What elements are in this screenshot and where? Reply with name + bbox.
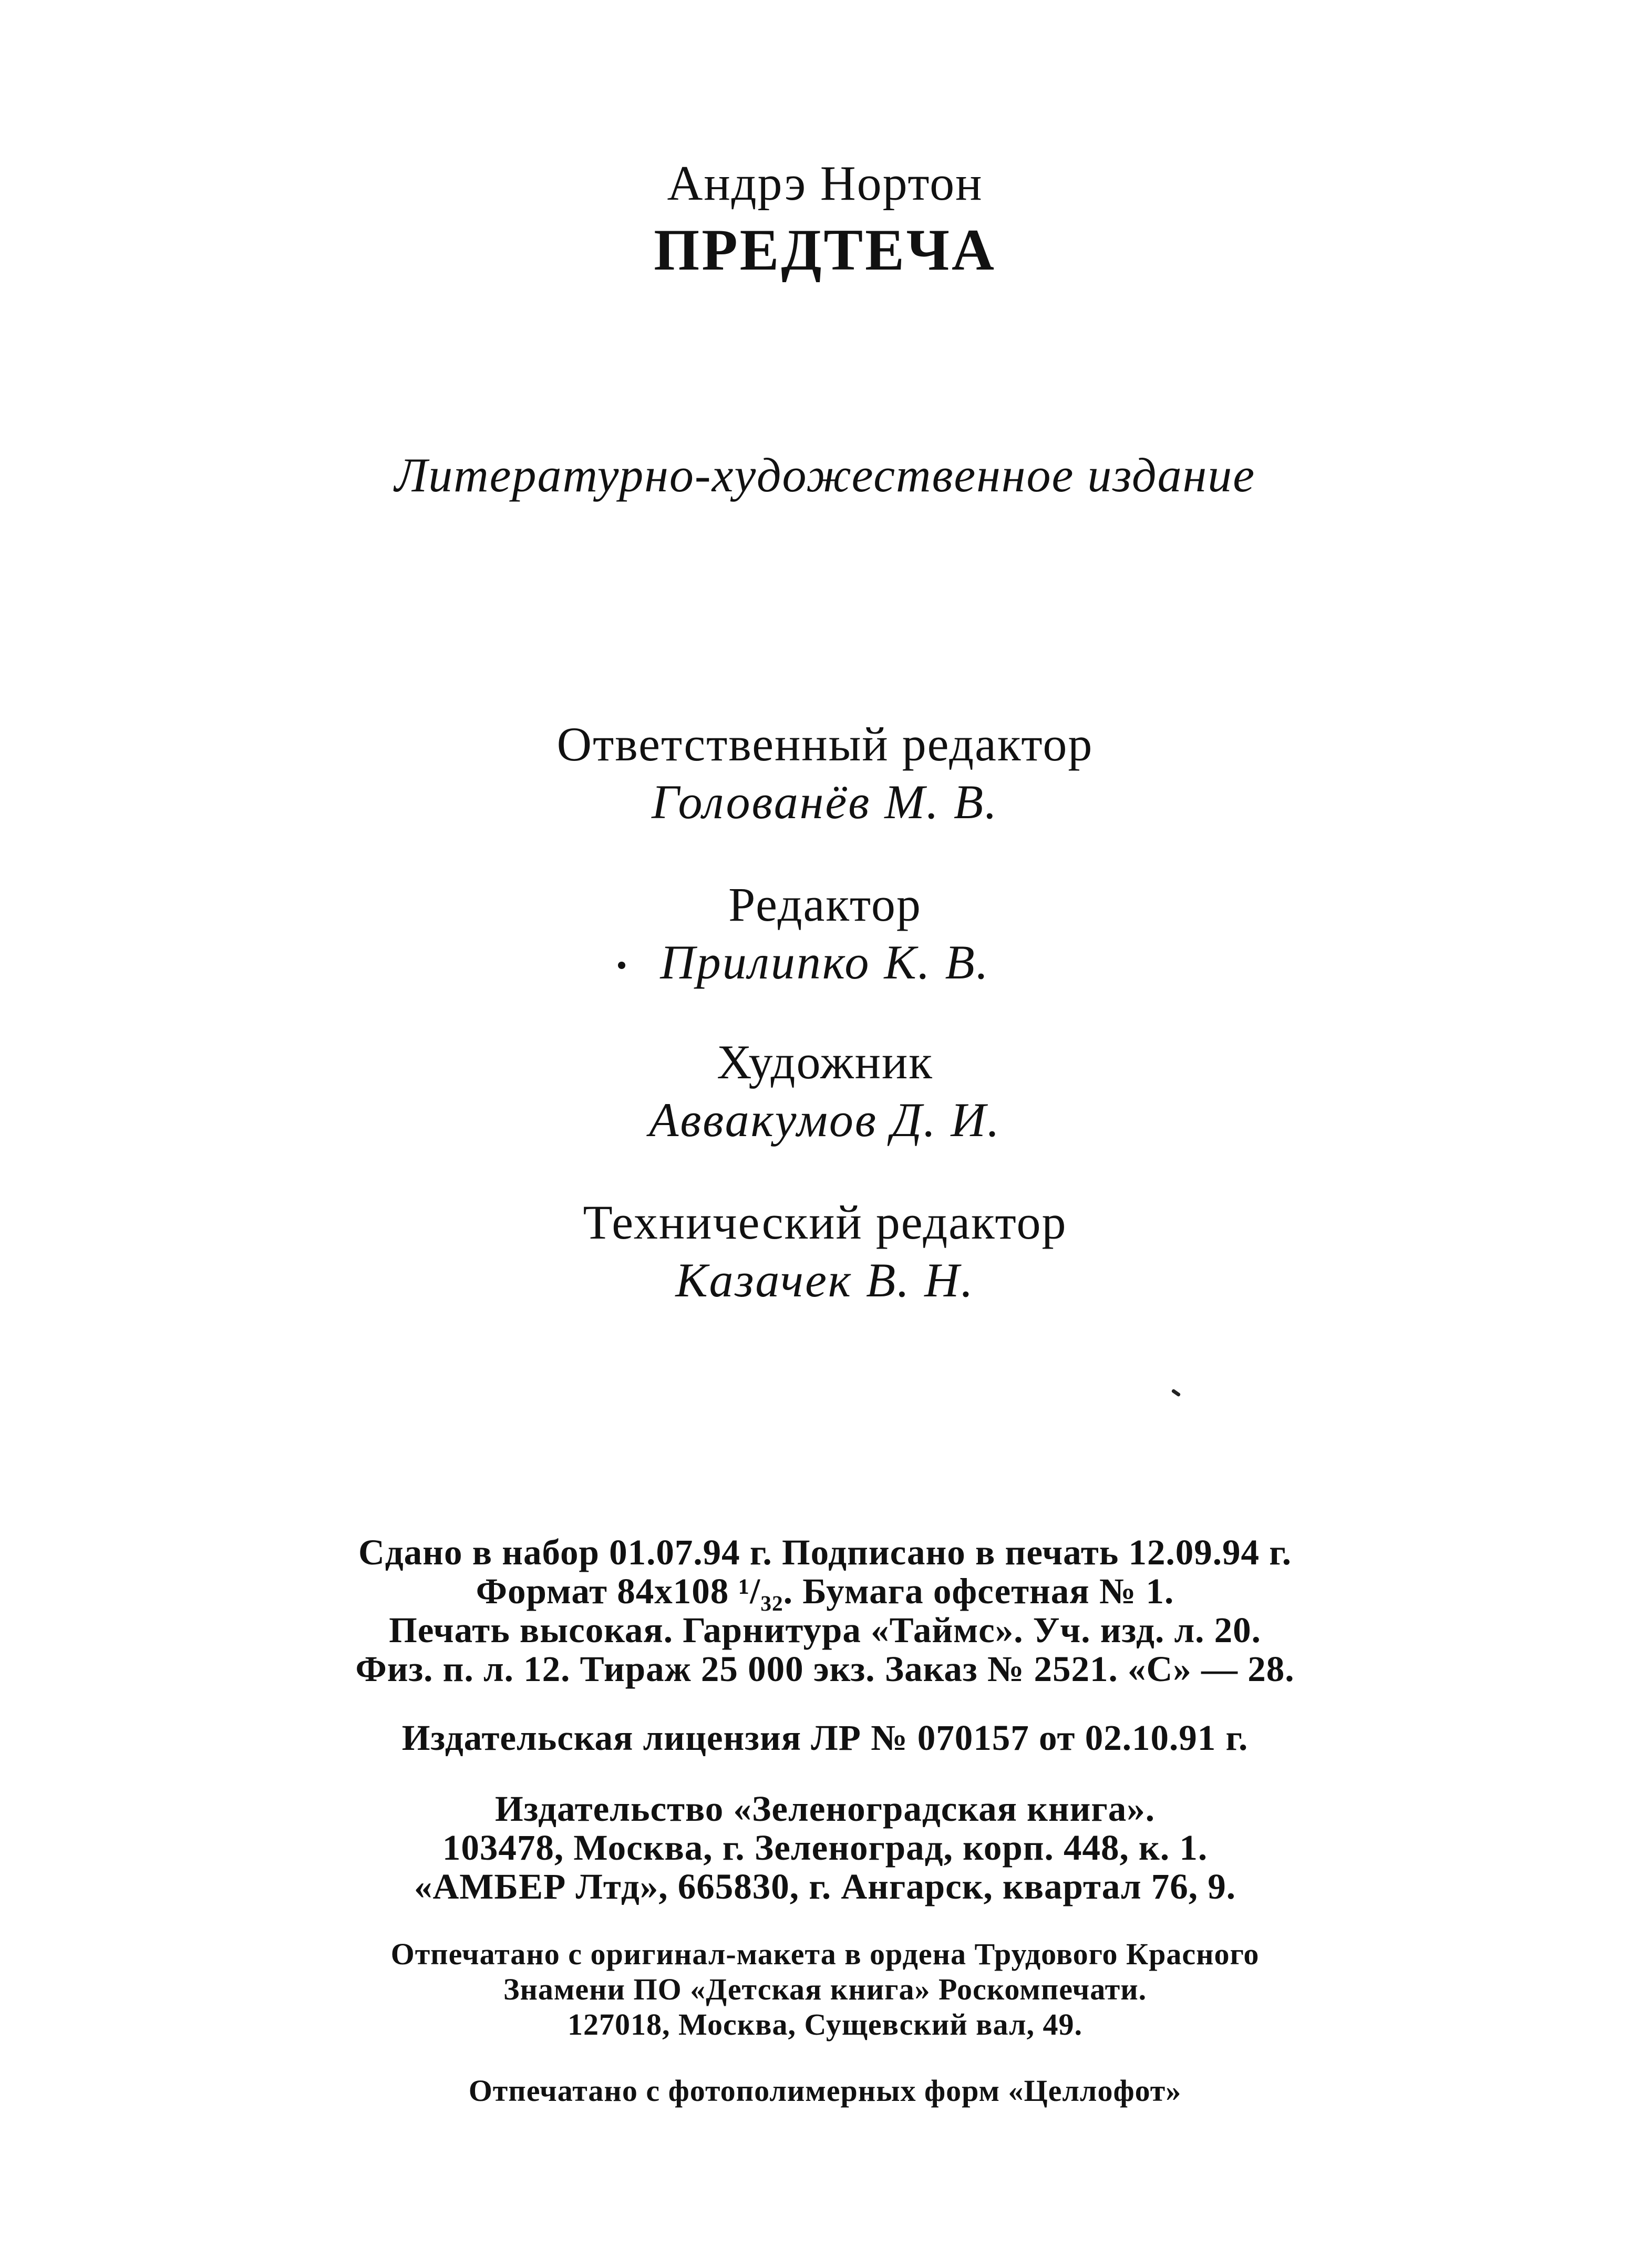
credit-name: Казачек В. Н.: [675, 1253, 975, 1307]
printing-form-note: Отпечатано с фотополимерных форм «Целлофот»: [468, 2074, 1182, 2108]
printer-line: Отпечатано с оригинал-макета в ордена Трудового Красного: [390, 1937, 1260, 1971]
credit-role: Ответственный редактор: [556, 717, 1094, 771]
credit-name: Аввакумов Д. И.: [649, 1093, 1001, 1147]
publisher-line: Издательство «Зеленоградская книга».: [494, 1789, 1156, 1829]
credit-name: Голованёв М. В.: [651, 775, 999, 829]
book-author: Андрэ Нортон: [667, 156, 983, 211]
credit-role: Технический редактор: [583, 1195, 1067, 1249]
credit-role: Художник: [717, 1035, 933, 1089]
publisher-line: 103478, Москва, г. Зеленоград, корп. 448, к. 1.: [442, 1828, 1208, 1868]
credit-role: Редактор: [728, 878, 922, 931]
credit-name: Прилипко К. В.: [660, 935, 990, 989]
printer-line: Знамени ПО «Детская книга» Роскомпечати.: [503, 1972, 1147, 2006]
production-line: Сдано в набор 01.07.94 г. Подписано в печать 12.09.94 г.: [358, 1532, 1292, 1572]
book-title: ПРЕДТЕЧА: [654, 218, 996, 283]
printer-line: 127018, Москва, Сущевский вал, 49.: [567, 2007, 1082, 2042]
stray-print-mark: [1171, 1388, 1181, 1397]
production-line: Печать высокая. Гарнитура «Таймс». Уч. изд. л. 20.: [389, 1610, 1261, 1650]
production-line: Формат 84х108 ¹/₃₂. Бумага офсетная № 1.: [476, 1571, 1174, 1611]
edition-type: Литературно-художественное издание: [394, 448, 1256, 502]
publisher-line: «АМБЕР Лтд», 665830, г. Ангарск, квартал 76, 9.: [414, 1867, 1236, 1906]
production-line: Физ. п. л. 12. Тираж 25 000 экз. Заказ № 2521. «С» — 28.: [355, 1649, 1295, 1689]
publishing-license: Издательская лицензия ЛР № 070157 от 02.10.91 г.: [401, 1718, 1249, 1758]
